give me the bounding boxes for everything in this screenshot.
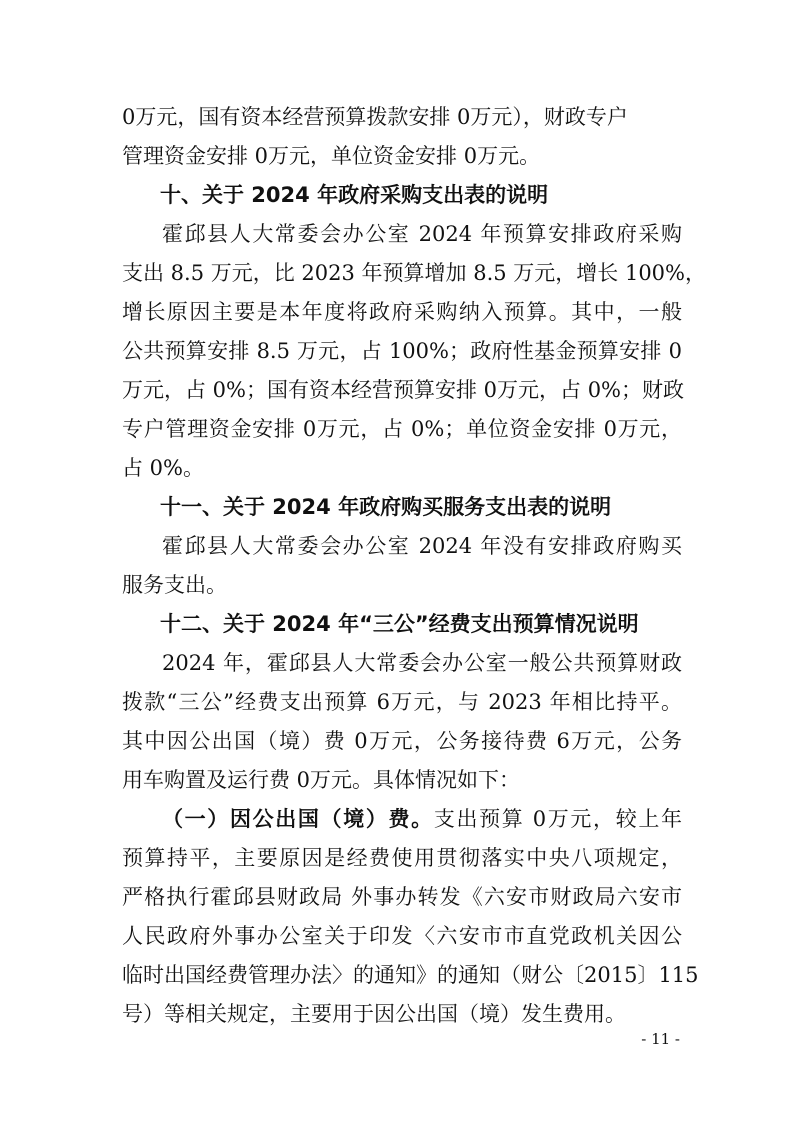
paragraph-line: 服务支出。 [122, 573, 227, 597]
paragraph-line: 其中因公出国（境）费 0万元，公务接待费 6万元，公务 [122, 729, 682, 753]
section-heading-10: 十、关于 2024 年政府采购支出表的说明 [160, 183, 549, 207]
paragraph-line: 管理资金安排 0万元，单位资金安排 0万元。 [122, 144, 541, 168]
page-number: - 11 - [641, 1030, 680, 1048]
paragraph-line: 支出 8.5 万元，比 2023 年预算增加 8.5 万元，增长 100%， [122, 261, 706, 285]
paragraph-line: 公共预算安排 8.5 万元，占 100%；政府性基金预算安排 0 [122, 339, 682, 363]
section-heading-12: 十二、关于 2024 年“三公”经费支出预算情况说明 [160, 612, 639, 636]
paragraph-line: 霍邱县人大常委会办公室 2024 年没有安排政府购买 [162, 534, 682, 558]
paragraph-line: 临时出国经费管理办法〉的通知》的通知（财公〔2015〕115 [122, 963, 699, 987]
paragraph-line: 号）等相关规定，主要用于因公出国（境）发生费用。 [122, 1002, 626, 1026]
subsection-title: （一）因公出国（境）费。 [162, 807, 434, 831]
subsection-line [162, 805, 682, 833]
paragraph-line: 0万元，国有资本经营预算拨款安排 0万元），财政专户 [122, 105, 628, 129]
paragraph-line: 万元，占 0%；国有资本经营预算安排 0万元，占 0%；财政 [122, 378, 685, 402]
paragraph-line: 2024 年，霍邱县人大常委会办公室一般公共预算财政 [162, 651, 682, 675]
paragraph-line: 用车购置及运行费 0万元。具体情况如下： [122, 768, 521, 792]
paragraph-line: 严格执行霍邱县财政局 外事办转发《六安市财政局六安市 [122, 885, 682, 909]
paragraph-line: 增长原因主要是本年度将政府采购纳入预算。其中，一般 [122, 300, 682, 324]
paragraph-line: 预算持平，主要原因是经费使用贯彻落实中央八项规定， [122, 846, 682, 870]
section-heading-11: 十一、关于 2024 年政府购买服务支出表的说明 [160, 495, 612, 519]
paragraph-line: 拨款“三公”经费支出预算 6万元，与 2023 年相比持平。 [122, 690, 682, 714]
paragraph-line: 霍邱县人大常委会办公室 2024 年预算安排政府采购 [162, 222, 682, 246]
subsection-text: 支出预算 0万元，较上年 [433, 807, 682, 831]
paragraph-line: 专户管理资金安排 0万元，占 0%；单位资金安排 0万元， [122, 417, 682, 441]
paragraph-line: 占 0%。 [122, 456, 204, 480]
paragraph-line: 人民政府外事办公室关于印发〈六安市市直党政机关因公 [122, 924, 682, 948]
